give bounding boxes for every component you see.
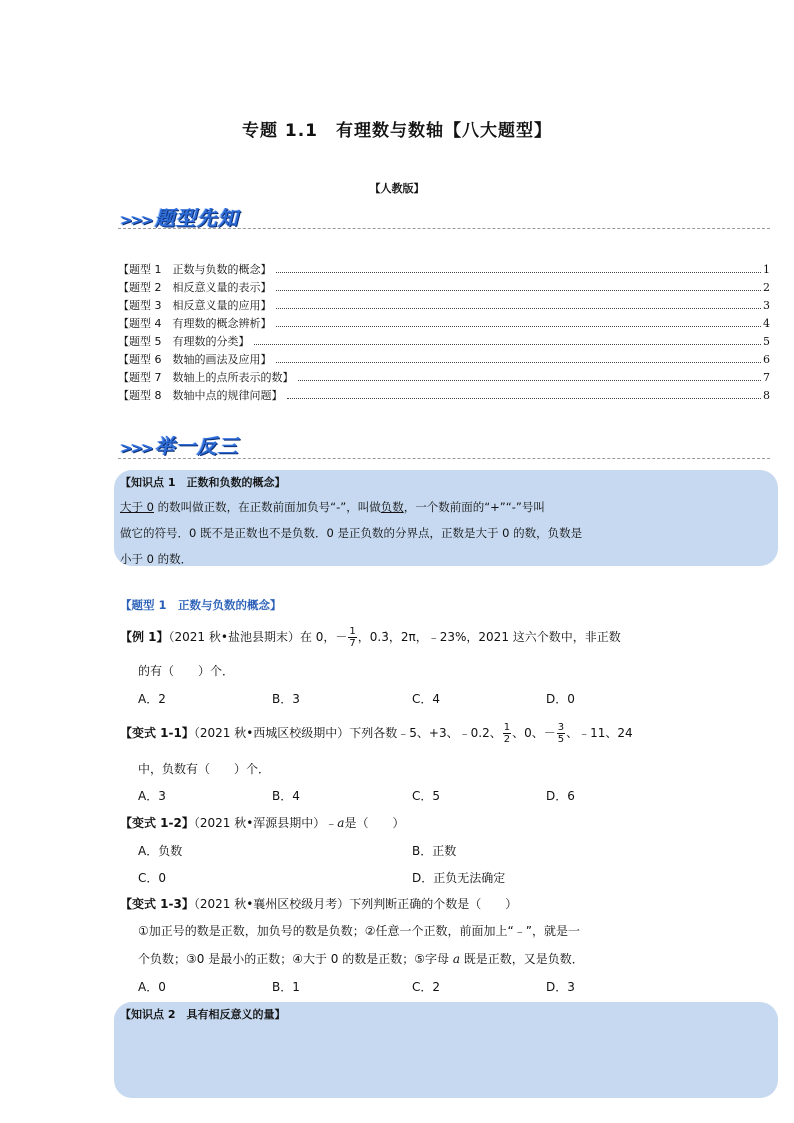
fraction: $\frac{1}{2}$ xyxy=(503,722,511,745)
fraction: $\frac{3}{5}$ xyxy=(557,722,565,745)
banner-practice xyxy=(120,430,239,459)
option-c[interactable]: C．2 xyxy=(412,980,441,994)
divider xyxy=(118,228,770,229)
variant-1-3-line-3: 个负数；③0 是最小的正数；④大于 0 的数是正数；⑤字母 a 既是正数，又是负数． xyxy=(138,952,584,966)
option-b[interactable]: B．1 xyxy=(272,980,300,994)
knowledge-1-title: 【知识点 1 正数和负数的概念】 xyxy=(120,476,286,489)
type-1-heading: 【题型 1 正数与负数的概念】 xyxy=(120,598,282,612)
option-d[interactable]: D．0 xyxy=(546,692,575,706)
option-a[interactable]: A．2 xyxy=(138,692,166,706)
arrows-icon: >>> xyxy=(120,211,152,229)
banner-practice-label: 举一反三 xyxy=(154,434,239,458)
knowledge-1-text: 大于 0 的数叫做正数，在正数前面加负号“-”，叫做负数，一个数前面的“+”“-”号叫 做它的符号．0 既不是正数也不是负数．0 是正负数的分界点，正数是大于 0 的数，负数是 小于 0 的数． xyxy=(120,500,583,566)
toc-item[interactable]: 【题型 6 数轴的画法及应用】 6 xyxy=(118,353,770,366)
option-b[interactable]: B．3 xyxy=(272,692,300,706)
option-d[interactable]: D．正负无法确定 xyxy=(412,871,506,885)
banner-preview xyxy=(120,202,239,231)
toc-item[interactable]: 【题型 4 有理数的概念辨析】 4 xyxy=(118,317,770,330)
variant-1-1-question-cont: 中，负数有（ ）个． xyxy=(138,762,271,776)
variant-1-2-question: 【变式 1-2】（2021 秋•浑源县期中）﹣a是（ ） xyxy=(120,816,405,830)
option-a[interactable]: A．3 xyxy=(138,789,166,803)
toc-item[interactable]: 【题型 7 数轴上的点所表示的数】 7 xyxy=(118,371,770,384)
divider xyxy=(118,458,770,459)
toc-item[interactable]: 【题型 8 数轴中点的规律问题】 8 xyxy=(118,389,770,402)
document-title: 专题 1.1 有理数与数轴【八大题型】 xyxy=(241,121,553,141)
option-c[interactable]: C．4 xyxy=(412,692,441,706)
example-1-question: 【例 1】（2021 秋•盐池县期末）在 0，－ $\frac{1}{7}$ ，0.3̇，2π，﹣23%，2021 这六个数中，非正数 xyxy=(120,626,621,649)
edition-label: 【人教版】 xyxy=(369,182,425,195)
example-1-question-cont: 的有（ ）个． xyxy=(138,664,235,678)
option-a[interactable]: A．负数 xyxy=(138,844,183,858)
option-c[interactable]: C．0 xyxy=(138,871,167,885)
toc-item[interactable]: 【题型 1 正数与负数的概念】 1 xyxy=(118,263,770,276)
variant-1-1-question: 【变式 1-1】（2021 秋•西城区校级期中）下列各数﹣5、+3、﹣0.2、 $\frac{1}{2}$ 、0、－ $\frac{3}{5}$ 、﹣11、24 xyxy=(120,722,633,745)
banner-preview-label: 题型先知 xyxy=(154,206,239,230)
toc-item[interactable]: 【题型 2 相反意义量的表示】 2 xyxy=(118,281,770,294)
option-a[interactable]: A．0 xyxy=(138,980,166,994)
option-b[interactable]: B．4 xyxy=(272,789,300,803)
option-d[interactable]: D．6 xyxy=(546,789,575,803)
option-d[interactable]: D．3 xyxy=(546,980,575,994)
arrows-icon: >>> xyxy=(120,439,152,457)
toc-item[interactable]: 【题型 3 相反意义量的应用】 3 xyxy=(118,299,770,312)
fraction: $\frac{1}{7}$ xyxy=(349,626,356,649)
toc-item[interactable]: 【题型 5 有理数的分类】 5 xyxy=(118,335,770,348)
variant-1-3-line-2: ①加正号的数是正数，加负号的数是负数；②任意一个正数，前面加上“﹣”，就是一 xyxy=(138,924,580,938)
variant-1-3-question: 【变式 1-3】（2021 秋•襄州区校级月考）下列判断正确的个数是（ ） xyxy=(120,897,518,911)
knowledge-2-title: 【知识点 2 具有相反意义的量】 xyxy=(120,1008,286,1021)
option-c[interactable]: C．5 xyxy=(412,789,441,803)
option-b[interactable]: B．正数 xyxy=(412,844,457,858)
